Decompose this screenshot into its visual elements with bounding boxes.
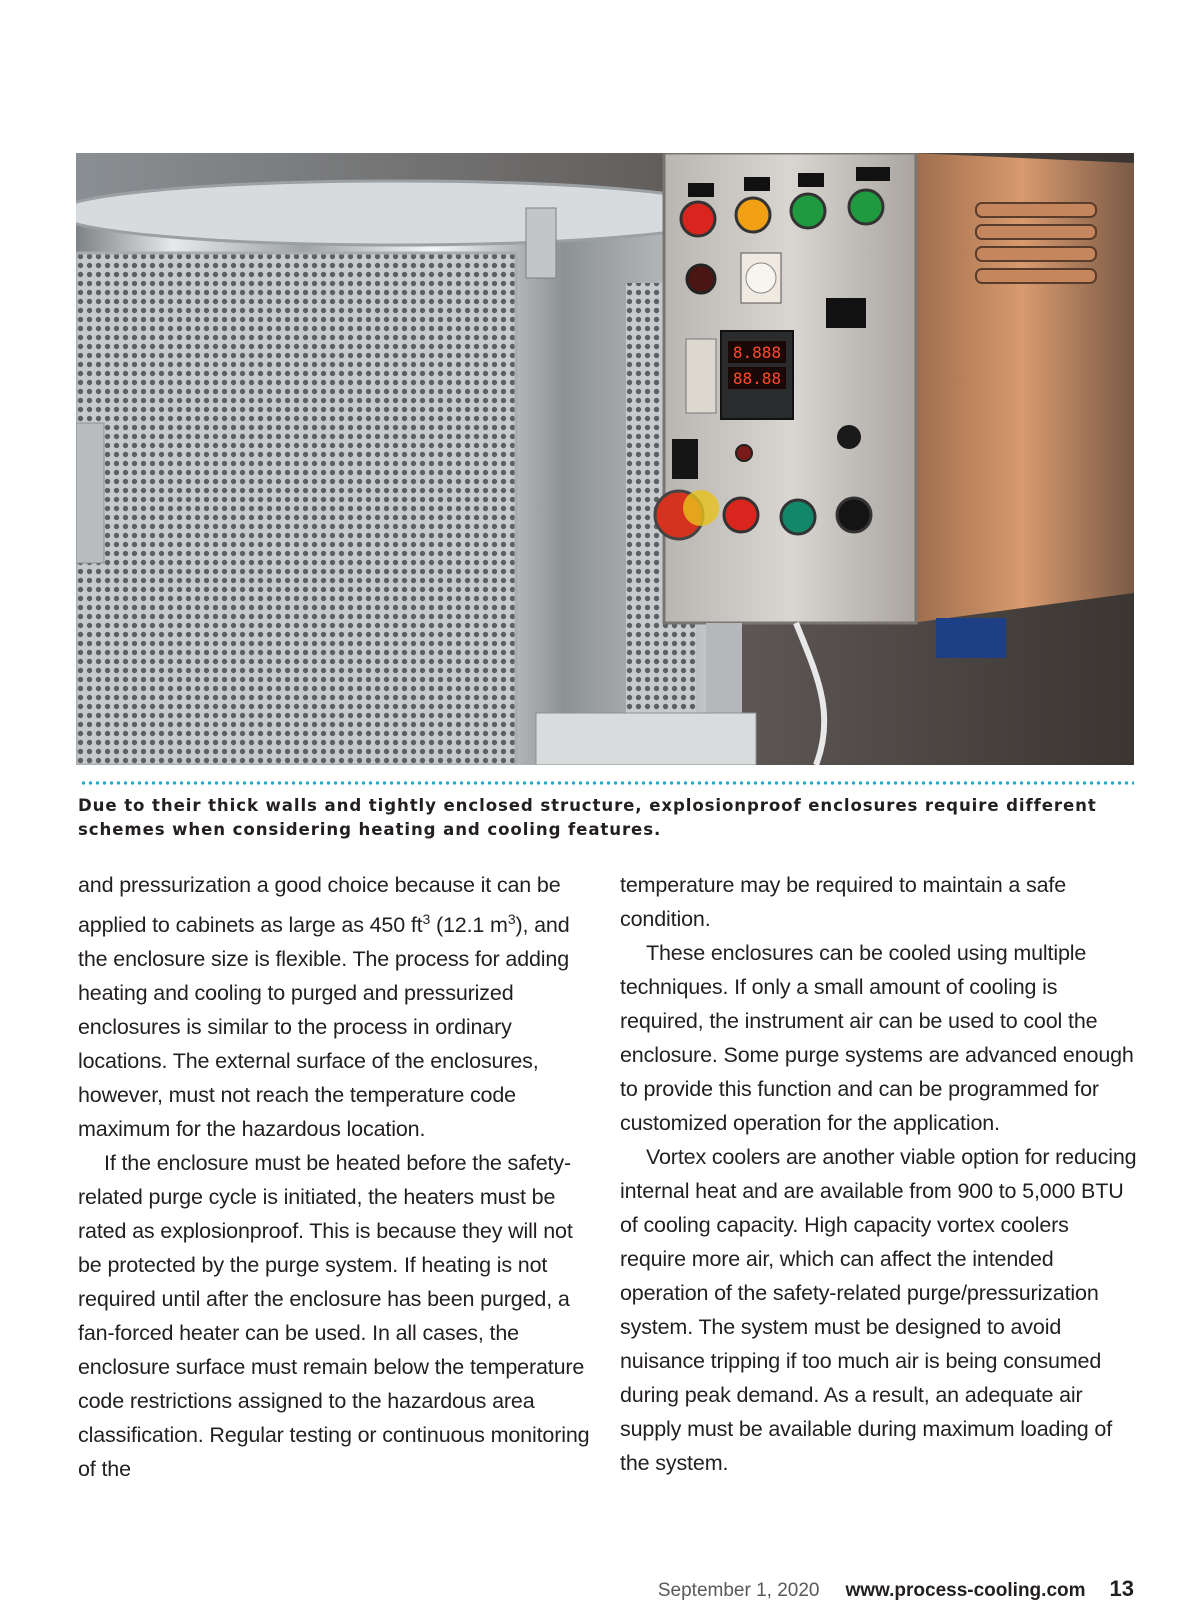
dotted-divider bbox=[80, 780, 1134, 786]
photo-caption: Due to their thick walls and tightly enclosed structure, explosionproof enclosures require different schemes when considering heating and cooling features. bbox=[78, 796, 1097, 839]
page-footer bbox=[658, 1576, 1134, 1606]
right-paragraph-3: Vortex coolers are another viable option for reducing internal heat and are available from 900 to 5,000 BTU of cooling capacity. High capacity vortex coolers require more air, which can affect the intended operation of the safety-related purge/pressurization system. The system must be designed to avoid nuisance tripping if too much air is being consumed during peak demand. As a result, an adequate air supply must be available during maximum loading of the system. bbox=[620, 1145, 1137, 1475]
right-paragraph-2: These enclosures can be cooled using multiple techniques. If only a small amount of cooling is required, the instrument air can be used to cool the enclosure. Some purge systems are advanced enough to provide this function and can be programmed for customized operation for the application. bbox=[620, 941, 1134, 1135]
enclosure-photo bbox=[76, 153, 1134, 765]
website-url[interactable]: www.process-cooling.com bbox=[845, 1580, 1086, 1601]
left-paragraph-1: and pressurization a good choice because it can be applied to cabinets as large as 450 $ft^3$ (12.1 $m^3$), and the enclosure size is flexible. The process for adding heating and cooling to purged and pressurized enclosures is similar to the process in ordinary locations. The external surface of the enclosures, however, must not reach the temperature code maximum for the hazardous location. bbox=[78, 873, 570, 1142]
right-column bbox=[620, 868, 1140, 1480]
left-column bbox=[78, 868, 598, 1486]
right-paragraph-1: temperature may be required to maintain a safe condition. bbox=[620, 873, 1067, 931]
controller-display-bottom: 88.88 bbox=[732, 369, 782, 388]
page-number: 13 bbox=[1109, 1576, 1134, 1601]
issue-date: September 1, 2020 bbox=[657, 1580, 820, 1601]
controller-display-top: 8.888 bbox=[732, 343, 782, 362]
left-paragraph-2: If the enclosure must be heated before the safety-related purge cycle is initiated, the heaters must be rated as explosionproof. This is because they will not be protected by the purge system. If heating is not required until after the enclosure has been purged, a fan-forced heater can be used. In all cases, the enclosure surface must remain below the temperature code restrictions assigned to the hazardous area classification. Regular testing or continuous monitoring of the bbox=[78, 1151, 590, 1482]
